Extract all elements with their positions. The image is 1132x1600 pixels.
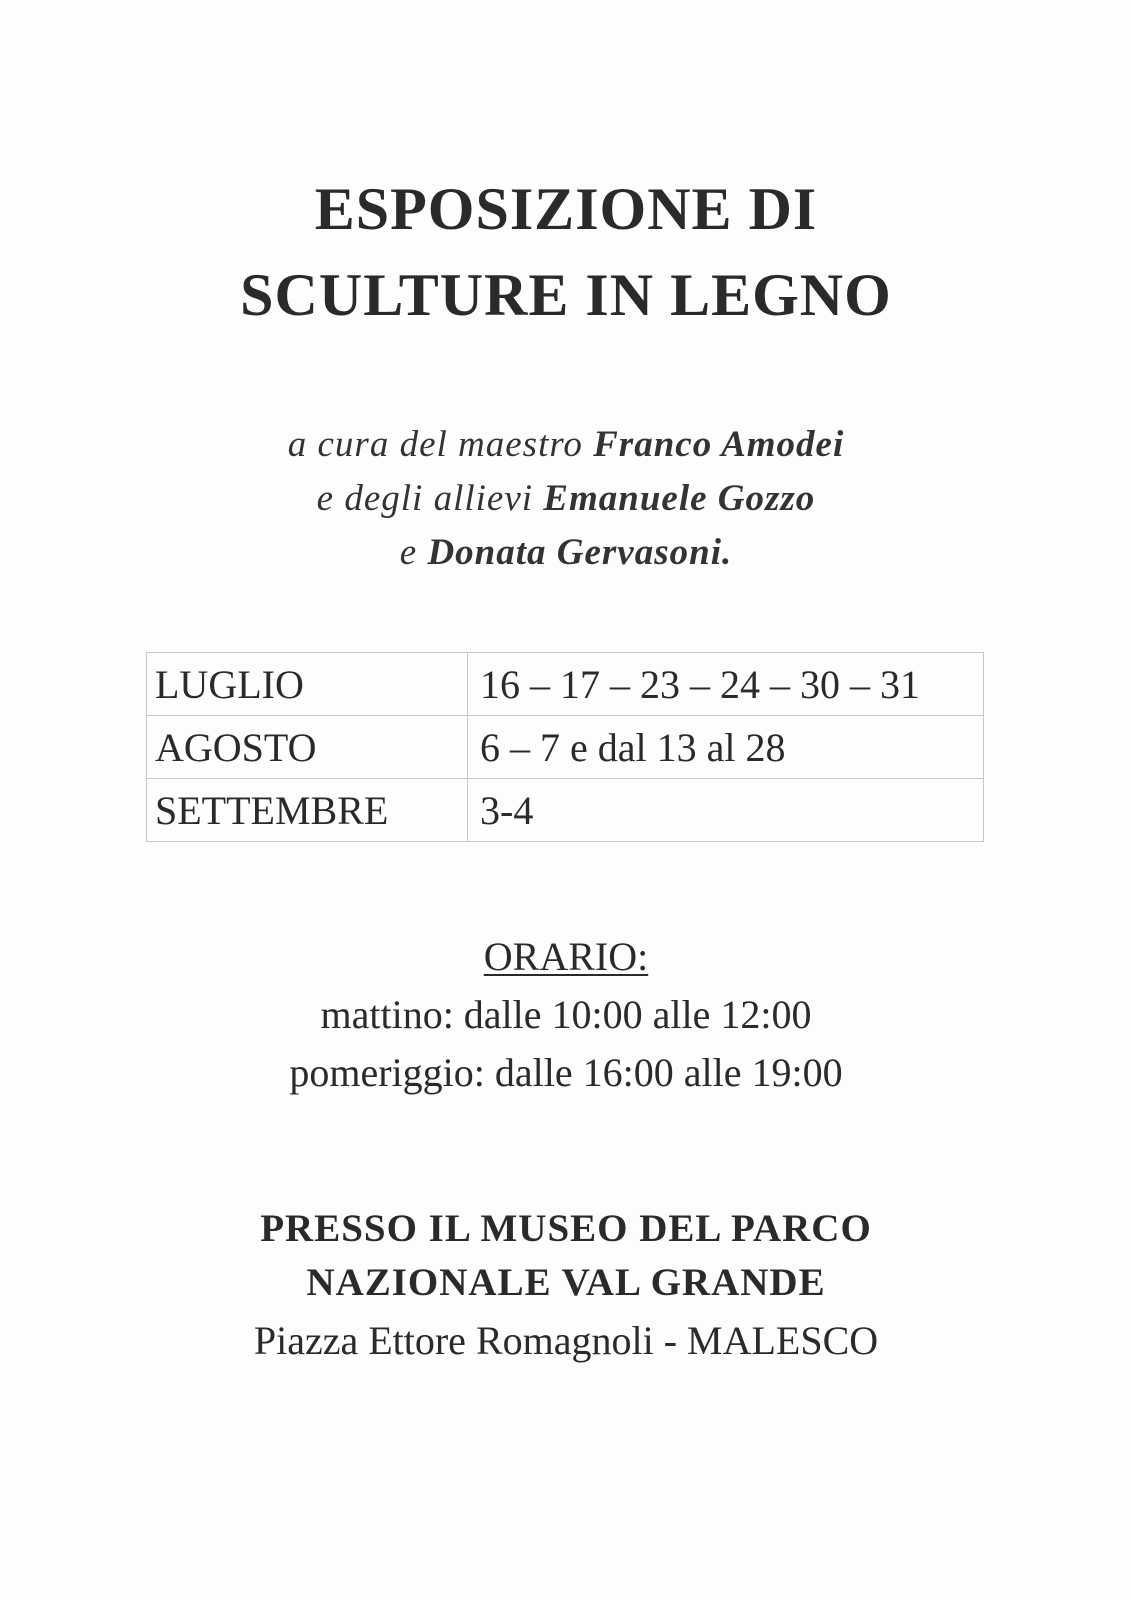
title-line-1: ESPOSIZIONE DI (314, 176, 818, 242)
schedule-month: SETTEMBRE (147, 779, 468, 842)
schedule-month: LUGLIO (147, 653, 468, 716)
curator-line-3-prefix: e (399, 532, 428, 573)
table-row (147, 779, 984, 842)
curator-name-master: Franco Amodei (593, 424, 845, 465)
flyer-title (0, 166, 1132, 338)
curator-line-2-prefix: e degli allievi (316, 478, 544, 519)
schedule-dates: 16 – 17 – 23 – 24 – 30 – 31 (468, 653, 984, 716)
curator-line-1 (0, 418, 1132, 472)
schedule-dates: 3-4 (468, 779, 984, 842)
schedule-table (146, 652, 984, 842)
curator-name-student-2: Donata Gervasoni. (427, 532, 733, 573)
schedule-month: AGOSTO (147, 716, 468, 779)
venue-block (0, 1202, 1132, 1370)
opening-hours-afternoon: pomeriggio: dalle 16:00 alle 19:00 (289, 1050, 843, 1095)
curator-line-3 (0, 526, 1132, 580)
opening-hours-label-line (0, 928, 1132, 986)
opening-hours (0, 928, 1132, 1102)
curator-name-student-1: Emanuele Gozzo (543, 478, 816, 519)
opening-hours-morning: mattino: dalle 10:00 alle 12:00 (320, 992, 812, 1037)
table-row (147, 716, 984, 779)
schedule-dates: 6 – 7 e dal 13 al 28 (468, 716, 984, 779)
venue-address: Piazza Ettore Romagnoli - MALESCO (253, 1318, 879, 1363)
venue-line-1: PRESSO IL MUSEO DEL PARCO (260, 1207, 872, 1250)
opening-hours-label: ORARIO: (483, 934, 649, 979)
title-line-2: SCULTURE IN LEGNO (240, 262, 892, 328)
curator-line-1-prefix: a cura del maestro (287, 424, 594, 465)
venue-line-2: NAZIONALE VAL GRANDE (306, 1261, 826, 1304)
curators-block (0, 418, 1132, 580)
curator-line-2 (0, 472, 1132, 526)
table-row (147, 653, 984, 716)
